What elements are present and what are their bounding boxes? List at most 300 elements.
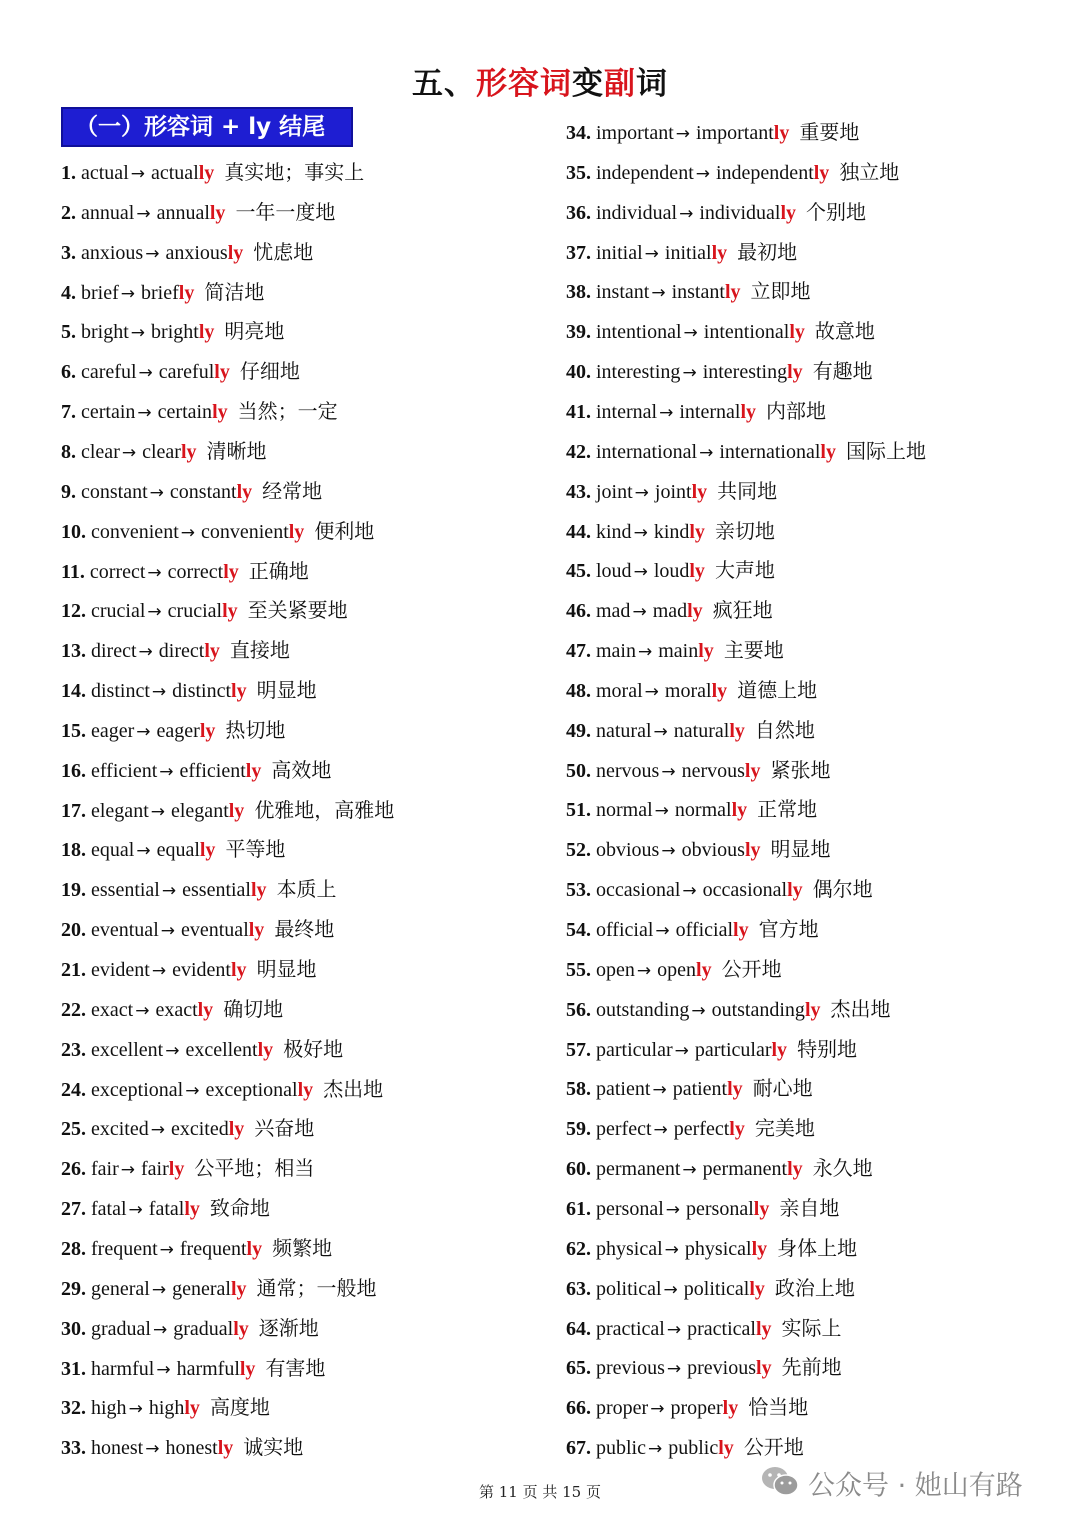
adverb-stem: correct bbox=[167, 560, 224, 583]
adverb-suffix: ly bbox=[787, 879, 803, 902]
entry-row bbox=[566, 594, 773, 626]
chinese-meaning: 故意地 bbox=[814, 319, 875, 344]
arrow-icon: → bbox=[679, 203, 694, 224]
adjective: fair bbox=[91, 1158, 119, 1181]
adverb-suffix: ly bbox=[236, 480, 253, 503]
adjective: eventual bbox=[91, 919, 159, 942]
entry-row bbox=[61, 594, 348, 626]
adverb-suffix: ly bbox=[696, 958, 712, 981]
adverb-stem: harmful bbox=[176, 1357, 240, 1380]
adjective: direct bbox=[91, 640, 137, 663]
adverb-suffix: ly bbox=[248, 919, 265, 942]
chinese-meaning: 正常地 bbox=[757, 797, 818, 822]
adverb-stem: political bbox=[683, 1277, 750, 1300]
adverb-stem: honest bbox=[165, 1437, 218, 1460]
adverb-stem: eventual bbox=[181, 919, 249, 942]
chinese-meaning: 经常地 bbox=[262, 478, 323, 503]
adverb-stem: interesting bbox=[702, 361, 788, 384]
adverb-suffix: ly bbox=[288, 520, 305, 543]
arrow-icon: → bbox=[663, 1279, 678, 1300]
page-footer: 第 11 页 共 15 页 bbox=[478, 1483, 601, 1501]
adverb-stem: elegant bbox=[171, 799, 229, 822]
arrow-icon: → bbox=[644, 681, 659, 702]
chinese-meaning: 极好地 bbox=[283, 1036, 344, 1061]
entry-row bbox=[61, 1232, 332, 1264]
chinese-meaning: 恰当地 bbox=[748, 1395, 809, 1420]
adjective: crucial bbox=[91, 600, 146, 623]
entry-number: 5. bbox=[61, 321, 76, 344]
entry-number: 24. bbox=[61, 1078, 86, 1101]
entry-row bbox=[61, 634, 290, 666]
adverb-suffix: ly bbox=[711, 679, 728, 702]
adjective: high bbox=[91, 1397, 127, 1420]
entry-number: 18. bbox=[61, 839, 86, 862]
adverb-stem: fair bbox=[141, 1158, 169, 1181]
arrow-icon: → bbox=[674, 1040, 689, 1061]
adverb-suffix: ly bbox=[212, 401, 228, 424]
chinese-meaning: 实际上 bbox=[781, 1315, 842, 1340]
chinese-meaning: 便利地 bbox=[314, 518, 375, 543]
chinese-meaning: 官方地 bbox=[758, 917, 819, 941]
adjective: patient bbox=[596, 1078, 651, 1101]
adverb-suffix: ly bbox=[751, 1237, 768, 1260]
arrow-icon: → bbox=[156, 1359, 171, 1380]
chinese-meaning: 当然；一定 bbox=[237, 399, 338, 424]
adverb-stem: eager bbox=[156, 719, 200, 742]
entry-row bbox=[61, 1073, 383, 1105]
section-heading: （一）形容词 + ly 结尾 bbox=[61, 107, 353, 147]
arrow-icon: → bbox=[185, 1080, 200, 1101]
entry-number: 62. bbox=[566, 1237, 591, 1260]
adverb-stem: exceptional bbox=[205, 1078, 298, 1101]
entry-number: 39. bbox=[566, 321, 591, 344]
chinese-meaning: 大声地 bbox=[714, 558, 775, 583]
entry-row bbox=[61, 555, 309, 587]
entry-number: 20. bbox=[61, 919, 86, 942]
adjective: excellent bbox=[91, 1038, 164, 1061]
entry-number: 49. bbox=[566, 719, 591, 742]
adjective: outstanding bbox=[596, 998, 690, 1021]
adverb-stem: outstanding bbox=[711, 998, 805, 1021]
adverb-stem: internal bbox=[679, 400, 741, 423]
adjective: independent bbox=[596, 161, 694, 184]
entry-row bbox=[566, 475, 777, 507]
arrow-icon: → bbox=[147, 602, 162, 623]
chinese-meaning: 主要地 bbox=[723, 638, 784, 663]
entry-row bbox=[566, 1312, 842, 1344]
chinese-meaning: 自然地 bbox=[754, 717, 815, 742]
entry-row bbox=[61, 1431, 303, 1463]
adverb-stem: individual bbox=[699, 201, 781, 224]
entry-number: 46. bbox=[566, 600, 591, 623]
adverb-stem: nervous bbox=[681, 759, 745, 782]
entry-row bbox=[61, 833, 285, 865]
adverb-suffix: ly bbox=[184, 1397, 200, 1420]
adverb-suffix: ly bbox=[199, 839, 216, 862]
entry-row bbox=[61, 993, 283, 1025]
adverb-suffix: ly bbox=[727, 1078, 743, 1101]
entry-number: 28. bbox=[61, 1237, 86, 1260]
arrow-icon: → bbox=[135, 1000, 150, 1021]
entry-number: 7. bbox=[61, 401, 76, 424]
adverb-suffix: ly bbox=[820, 440, 836, 463]
adjective: international bbox=[596, 440, 698, 463]
arrow-icon: → bbox=[666, 1319, 682, 1340]
entry-number: 31. bbox=[61, 1357, 86, 1380]
adverb-suffix: ly bbox=[804, 998, 821, 1021]
entry-row bbox=[566, 1232, 857, 1264]
entry-row bbox=[61, 236, 313, 268]
adverb-suffix: ly bbox=[780, 201, 797, 224]
adverb-stem: careful bbox=[158, 361, 215, 384]
chinese-meaning: 身体上地 bbox=[777, 1235, 858, 1260]
adverb-stem: occasional bbox=[702, 879, 788, 902]
entry-number: 32. bbox=[61, 1397, 86, 1420]
arrow-icon: → bbox=[138, 363, 153, 384]
entry-row bbox=[61, 913, 334, 945]
adverb-stem: instant bbox=[671, 281, 725, 304]
adverb-suffix: ly bbox=[214, 361, 230, 384]
adverb-suffix: ly bbox=[178, 281, 195, 304]
entry-number: 56. bbox=[566, 998, 591, 1021]
entry-number: 29. bbox=[61, 1277, 86, 1300]
chinese-meaning: 致命地 bbox=[209, 1196, 270, 1221]
adverb-suffix: ly bbox=[233, 1317, 249, 1340]
chinese-meaning: 兴奋地 bbox=[254, 1116, 315, 1141]
chinese-meaning: 公开地 bbox=[743, 1435, 804, 1460]
arrow-icon: → bbox=[636, 960, 652, 981]
adjective: harmful bbox=[91, 1357, 155, 1380]
entry-number: 50. bbox=[566, 759, 591, 782]
adverb-stem: kind bbox=[653, 520, 690, 543]
entry-row bbox=[566, 714, 815, 746]
chinese-meaning: 特别地 bbox=[797, 1036, 858, 1061]
arrow-icon: → bbox=[683, 323, 698, 344]
entry-number: 63. bbox=[566, 1277, 591, 1300]
entry-row bbox=[566, 236, 797, 268]
adjective: careful bbox=[81, 361, 137, 384]
adverb-suffix: ly bbox=[729, 1118, 745, 1141]
adverb-suffix: ly bbox=[722, 1397, 739, 1420]
adverb-stem: crucial bbox=[167, 600, 223, 623]
adverb-suffix: ly bbox=[687, 600, 703, 623]
adjective: brief bbox=[81, 281, 119, 304]
arrow-icon: → bbox=[159, 761, 174, 782]
arrow-icon: → bbox=[130, 164, 145, 184]
adverb-suffix: ly bbox=[689, 520, 705, 543]
entry-row bbox=[61, 315, 284, 347]
entry-row bbox=[566, 754, 830, 786]
entry-row bbox=[61, 196, 335, 228]
adverb-stem: high bbox=[148, 1397, 185, 1420]
arrow-icon: → bbox=[180, 522, 195, 543]
arrow-icon: → bbox=[120, 1160, 136, 1181]
entry-row bbox=[61, 475, 322, 507]
chinese-meaning: 公平地；相当 bbox=[194, 1156, 315, 1181]
chinese-meaning: 仔细地 bbox=[239, 359, 300, 384]
entry-number: 40. bbox=[566, 361, 591, 384]
adverb-suffix: ly bbox=[740, 400, 756, 423]
entry-row bbox=[566, 435, 926, 467]
chinese-meaning: 疯狂地 bbox=[712, 598, 773, 623]
arrow-icon: → bbox=[666, 1359, 682, 1380]
adjective: clear bbox=[81, 440, 120, 463]
adverb-suffix: ly bbox=[230, 1277, 247, 1300]
adverb-suffix: ly bbox=[787, 361, 803, 384]
arrow-icon: → bbox=[120, 283, 136, 304]
entry-number: 14. bbox=[61, 680, 86, 703]
chinese-meaning: 先前地 bbox=[781, 1355, 842, 1380]
entry-number: 61. bbox=[566, 1197, 591, 1220]
adverb-suffix: ly bbox=[198, 321, 215, 344]
arrow-icon: → bbox=[654, 801, 669, 822]
adverb-suffix: ly bbox=[199, 719, 216, 742]
entry-row bbox=[566, 1192, 839, 1224]
entry-number: 35. bbox=[566, 161, 591, 184]
chinese-meaning: 本质上 bbox=[276, 877, 337, 902]
entry-number: 52. bbox=[566, 839, 591, 862]
entry-row bbox=[61, 1033, 343, 1065]
chinese-meaning: 确切地 bbox=[223, 996, 284, 1021]
chinese-meaning: 完美地 bbox=[754, 1116, 815, 1141]
entry-row bbox=[566, 634, 784, 666]
entry-row bbox=[61, 1152, 314, 1184]
adjective: gradual bbox=[91, 1317, 151, 1340]
watermark bbox=[760, 1464, 1023, 1504]
adjective: eager bbox=[91, 719, 135, 742]
entry-number: 51. bbox=[566, 799, 591, 822]
arrow-icon: → bbox=[661, 841, 676, 862]
adverb-stem: certain bbox=[157, 401, 213, 424]
arrow-icon: → bbox=[682, 881, 697, 902]
entry-row bbox=[566, 1033, 857, 1065]
entry-number: 48. bbox=[566, 679, 591, 702]
adverb-stem: intentional bbox=[703, 321, 790, 344]
adverb-suffix: ly bbox=[209, 201, 226, 224]
entry-number: 58. bbox=[566, 1078, 591, 1101]
adjective: certain bbox=[81, 401, 136, 424]
arrow-icon: → bbox=[653, 1120, 668, 1141]
entry-number: 1. bbox=[61, 162, 76, 184]
adjective: mad bbox=[596, 600, 631, 623]
chinese-meaning: 逐渐地 bbox=[258, 1315, 319, 1340]
entry-row bbox=[61, 1352, 325, 1384]
entry-number: 66. bbox=[566, 1397, 591, 1420]
adjective: fatal bbox=[91, 1198, 127, 1221]
adverb-stem: efficient bbox=[179, 759, 246, 782]
adverb-stem: public bbox=[668, 1437, 719, 1460]
page-title: 五、形容词变副词 bbox=[412, 66, 668, 102]
adjective: joint bbox=[596, 480, 633, 503]
entry-number: 12. bbox=[61, 600, 86, 623]
adjective: main bbox=[596, 640, 636, 663]
chinese-meaning: 重要地 bbox=[799, 120, 860, 144]
arrow-icon: → bbox=[136, 203, 151, 224]
arrow-icon: → bbox=[128, 1399, 143, 1420]
entry-number: 27. bbox=[61, 1198, 86, 1221]
adverb-suffix: ly bbox=[198, 162, 215, 184]
adjective: nervous bbox=[596, 759, 660, 782]
adverb-stem: direct bbox=[158, 640, 205, 663]
adverb-stem: main bbox=[658, 640, 699, 663]
adjective: loud bbox=[596, 560, 632, 583]
adjective: important bbox=[596, 122, 674, 144]
adverb-stem: convenient bbox=[201, 520, 289, 543]
entry-row bbox=[566, 1431, 804, 1463]
entry-number: 55. bbox=[566, 958, 591, 981]
adjective: official bbox=[596, 919, 654, 941]
entry-row bbox=[61, 1112, 314, 1144]
adjective: honest bbox=[91, 1437, 144, 1460]
entry-number: 22. bbox=[61, 998, 86, 1021]
entry-number: 59. bbox=[566, 1118, 591, 1141]
adverb-stem: gradual bbox=[173, 1317, 234, 1340]
adverb-stem: personal bbox=[686, 1197, 754, 1220]
adverb-stem: distinct bbox=[172, 680, 232, 703]
chinese-meaning: 有害地 bbox=[265, 1355, 326, 1380]
entry-row bbox=[566, 395, 826, 427]
chinese-meaning: 明显地 bbox=[256, 957, 317, 981]
entry-number: 26. bbox=[61, 1158, 86, 1181]
adjective: correct bbox=[89, 560, 146, 583]
adverb-stem: brief bbox=[141, 281, 179, 304]
adjective: proper bbox=[596, 1397, 649, 1420]
arrow-icon: → bbox=[644, 243, 659, 264]
adjective: instant bbox=[596, 281, 650, 304]
adjective: natural bbox=[596, 719, 652, 742]
arrow-icon: → bbox=[160, 921, 175, 942]
adverb-suffix: ly bbox=[755, 1317, 772, 1340]
adverb-suffix: ly bbox=[773, 122, 790, 144]
entry-row bbox=[61, 1391, 270, 1423]
adverb-stem: essential bbox=[182, 879, 251, 902]
arrow-icon: → bbox=[691, 1000, 706, 1021]
adverb-suffix: ly bbox=[239, 1357, 256, 1380]
adverb-suffix: ly bbox=[756, 1357, 772, 1380]
adverb-suffix: ly bbox=[771, 1038, 788, 1061]
adverb-suffix: ly bbox=[749, 1277, 765, 1300]
entry-number: 16. bbox=[61, 759, 86, 782]
adverb-suffix: ly bbox=[733, 919, 749, 941]
entry-number: 15. bbox=[61, 719, 86, 742]
adjective: perfect bbox=[596, 1118, 652, 1141]
chinese-meaning: 明亮地 bbox=[224, 319, 285, 344]
entry-number: 21. bbox=[61, 959, 86, 981]
adjective: previous bbox=[596, 1357, 665, 1380]
adverb-stem: bright bbox=[151, 321, 199, 344]
adverb-suffix: ly bbox=[689, 560, 705, 583]
arrow-icon: → bbox=[655, 921, 670, 941]
adverb-stem: perfect bbox=[673, 1118, 730, 1141]
adverb-suffix: ly bbox=[297, 1078, 314, 1101]
adverb-suffix: ly bbox=[789, 321, 805, 344]
chinese-meaning: 杰出地 bbox=[323, 1076, 384, 1101]
adverb-suffix: ly bbox=[180, 440, 197, 463]
entry-number: 44. bbox=[566, 520, 591, 543]
entry-number: 65. bbox=[566, 1357, 591, 1380]
adverb-suffix: ly bbox=[168, 1158, 185, 1181]
entry-number: 37. bbox=[566, 241, 591, 264]
entry-row bbox=[566, 116, 859, 148]
entry-number: 47. bbox=[566, 640, 591, 663]
entry-row bbox=[566, 1072, 813, 1104]
arrow-icon: → bbox=[159, 1239, 174, 1260]
arrow-icon: → bbox=[695, 163, 710, 184]
adverb-stem: excited bbox=[171, 1118, 229, 1141]
adjective: equal bbox=[91, 839, 135, 862]
entry-row bbox=[566, 793, 817, 825]
entry-number: 34. bbox=[566, 122, 591, 144]
chinese-meaning: 明显地 bbox=[256, 678, 317, 703]
entry-number: 45. bbox=[566, 560, 591, 583]
entry-row bbox=[61, 754, 331, 786]
watermark-text: 公众号 · 她山有路 bbox=[808, 1470, 1023, 1502]
chinese-meaning: 高度地 bbox=[209, 1395, 270, 1420]
adverb-stem: loud bbox=[653, 560, 690, 583]
arrow-icon: → bbox=[659, 402, 674, 423]
adjective: public bbox=[596, 1437, 646, 1460]
arrow-icon: → bbox=[675, 124, 691, 144]
entry-number: 53. bbox=[566, 879, 591, 902]
entry-number: 41. bbox=[566, 400, 591, 423]
arrow-icon: → bbox=[145, 243, 160, 264]
entry-number: 23. bbox=[61, 1038, 86, 1061]
entry-row bbox=[566, 156, 899, 188]
chinese-meaning: 永久地 bbox=[812, 1156, 873, 1181]
adverb-suffix: ly bbox=[718, 1437, 734, 1460]
entry-number: 19. bbox=[61, 879, 86, 902]
adverb-stem: permanent bbox=[702, 1158, 788, 1181]
chinese-meaning: 公开地 bbox=[721, 956, 782, 981]
adverb-suffix: ly bbox=[204, 640, 220, 663]
entry-number: 54. bbox=[566, 919, 591, 941]
adverb-stem: annual bbox=[156, 201, 210, 224]
arrow-icon: → bbox=[150, 1120, 165, 1141]
adjective: obvious bbox=[596, 839, 660, 862]
arrow-icon: → bbox=[652, 1080, 667, 1101]
chinese-meaning: 一年一度地 bbox=[235, 199, 336, 224]
chinese-meaning: 真实地；事实上 bbox=[224, 160, 365, 184]
adverb-stem: moral bbox=[664, 679, 712, 702]
adverb-stem: evident bbox=[172, 959, 231, 981]
arrow-icon: → bbox=[121, 442, 137, 463]
adverb-stem: initial bbox=[664, 241, 712, 264]
entry-number: 6. bbox=[61, 361, 76, 384]
entry-row bbox=[566, 913, 819, 945]
adverb-stem: independent bbox=[716, 161, 814, 184]
adjective: actual bbox=[81, 162, 129, 184]
arrow-icon: → bbox=[137, 403, 152, 424]
adverb-suffix: ly bbox=[698, 640, 714, 663]
chinese-meaning: 频繁地 bbox=[272, 1235, 333, 1260]
arrow-icon: → bbox=[651, 283, 666, 304]
chinese-meaning: 至关紧要地 bbox=[247, 598, 348, 623]
chinese-meaning: 个别地 bbox=[806, 199, 867, 224]
arrow-icon: → bbox=[648, 1439, 663, 1460]
chinese-meaning: 明显地 bbox=[770, 837, 831, 862]
adverb-suffix: ly bbox=[813, 161, 830, 184]
chinese-meaning: 最终地 bbox=[274, 917, 335, 942]
adverb-suffix: ly bbox=[787, 1158, 803, 1181]
chinese-meaning: 立即地 bbox=[750, 279, 811, 304]
adverb-stem: obvious bbox=[681, 839, 745, 862]
entry-number: 4. bbox=[61, 281, 76, 304]
entry-number: 42. bbox=[566, 440, 591, 463]
entry-row bbox=[61, 435, 267, 467]
adverb-suffix: ly bbox=[227, 241, 244, 264]
chinese-meaning: 偶尔地 bbox=[812, 877, 873, 902]
adverb-stem: fatal bbox=[148, 1198, 185, 1221]
